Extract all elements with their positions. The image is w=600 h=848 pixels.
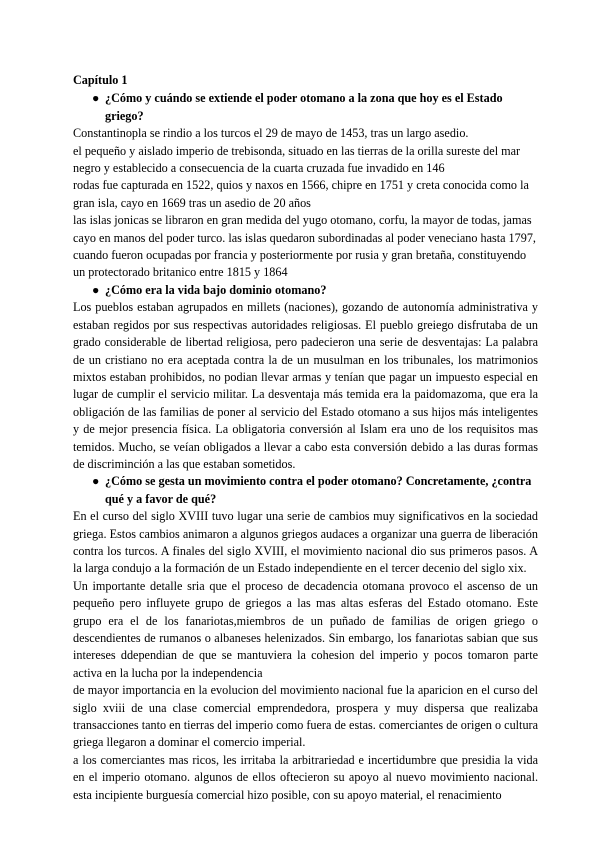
paragraph: de mayor importancia en la evolucion del movimiento nacional fue la aparicion en el curso del siglo xviii de una clase comercial emprendedora, prospera y muy dispersa que realizaba transacciones tanto en tierras del imperio como fuera de estas. comerciantes de origen o cultura griega llegaron a dominar el comercio imperial. (73, 683, 538, 750)
section-question-3 (73, 473, 538, 508)
paragraph: el pequeño y aislado imperio de trebisonda, situado en las tierras de la orilla sureste del mar negro y establecido a consecuencia de la cuarta cruzada fue invadido en 146 (73, 143, 521, 176)
chapter-title: Capítulo 1 (73, 73, 128, 87)
bullet-icon: ● (92, 282, 100, 297)
bullet-icon: ● (92, 91, 100, 106)
question-text: ¿Cómo y cuándo se extiende el poder otomano a la zona que hoy es el Estado griego? (105, 91, 503, 123)
paragraph: las islas jonicas se libraron en gran medida del yugo otomano, corfu, la mayor de todas, jamas cayo en manos del poder turco. las islas quedaron subordinadas al poder veneciano hasta 1797, cuando fueron ocupadas por francia y posteriormente por rusia y gran bretaña, constituyendo un protectorado britanico entre 1815 y 1864 (73, 213, 536, 280)
section-question-2 (73, 282, 538, 299)
question-text: ¿Cómo era la vida bajo dominio otomano? (105, 282, 327, 297)
question-text: ¿Cómo se gesta un movimiento contra el poder otomano? Concretamente, ¿contra qué y a favor de qué? (105, 474, 532, 506)
section-question-1 (73, 90, 538, 125)
paragraph: En el curso del siglo XVIII tuvo lugar una serie de cambios muy significativos en la sociedad griega. Estos cambios animaron a algunos griegos audaces a organizar una guerra de liberación contra los turcos. A finales del siglo XVIII, el movimiento nacional dio sus primeros pasos. A la larga condujo a la formación de un Estado independiente en el tercer decenio del siglo xix. (73, 509, 538, 576)
paragraph: a los comerciantes mas ricos, les irritaba la arbitrariedad e incertidumbre que presidia la vida en el imperio otomano. algunos de ellos oftecieron su apoyo al nuevo movimiento nacional. esta incipiente burguesía comercial hizo posible, con su apoyo material, el renacimiento (73, 752, 538, 802)
paragraph: Constantinopla se rindio a los turcos el 29 de mayo de 1453, tras un largo asedio. (73, 126, 469, 141)
document-body (73, 72, 538, 804)
paragraph: Los pueblos estaban agrupados en millets (naciones), gozando de autonomía administrativa y estaban regidos por sus respectivas autoridades religiosas. El pueblo greiego disfrutaba de un grado considerable de libertad religiosa, pero padecieron una serie de desventajas: La palabra de un cristiano no era aceptada contra la de un musulman en los tribunales, los matrimonios mixtos estaban prohibidos, no podian llevar armas y tenían que pagar un impuesto especial en lugar de cumplir el servicio militar. La desventaja más temida era la paidomazoma, que era la obligación de las familias de poner al servicio del Estado otomano a sus hijos más inteligentes y de mejor presencia física. La obligatoria conversión al Islam era uno de los requisitos mas temidos. Mucho, se veían obligados a llevar a cabo esta conversión debido a las duras formas de discriminción a las que estaban sometidos. (73, 300, 538, 471)
paragraph: rodas fue capturada en 1522, quios y naxos en 1566, chipre en 1751 y creta conocida como la gran isla, cayo en 1669 tras un asedio de 20 años (73, 178, 529, 210)
bullet-icon: ● (92, 474, 100, 489)
paragraph: Un importante detalle sria que el proceso de decadencia otomana provoco el ascenso de un pequeño pero influyete grupo de griegos a las mas altas esferas del Estado otomano. Este grupo era el de los fanariotas,miembros de un puñado de familias de origen griego o descendientes de rumanos o albaneses helenizados. Sin embargo, los fanariotas sabian que sus intereses ddependian de que se mantuviera la cohesion del imperio y pocos tomaron parte activa en la lucha por la independencia (73, 578, 538, 680)
